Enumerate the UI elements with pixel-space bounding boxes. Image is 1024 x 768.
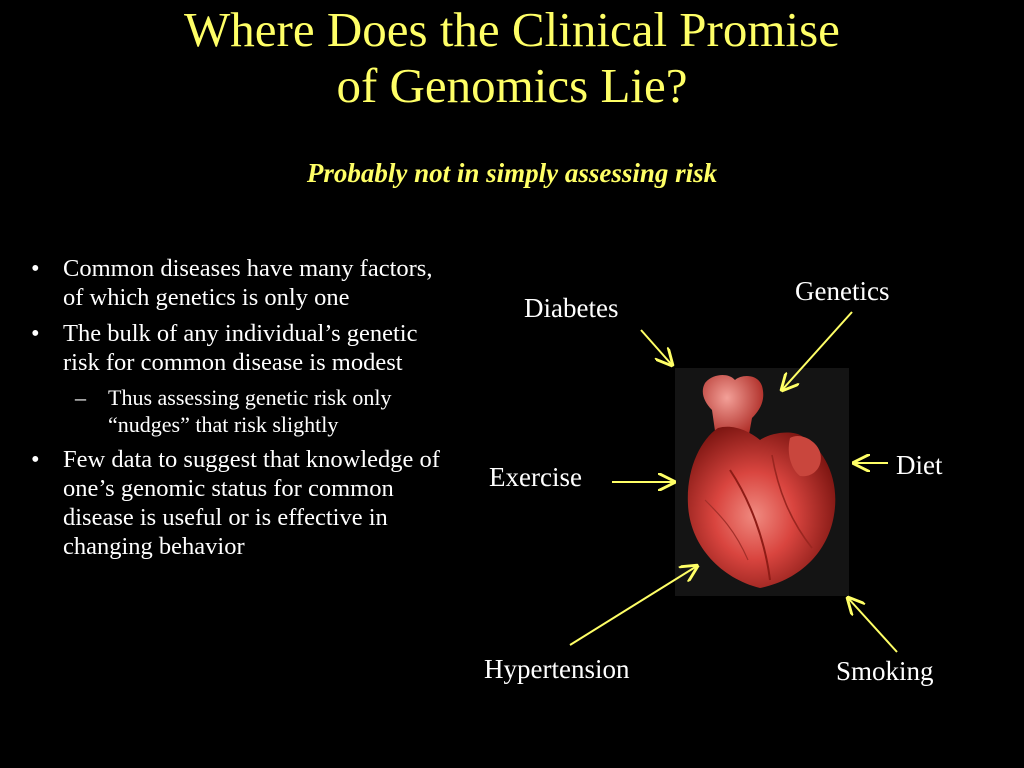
heart-image [675,368,849,596]
bullet-marker: • [31,446,40,473]
bullet-text: Common diseases have many factors, of which genetics is only one [63,255,433,311]
slide-subtitle: Probably not in simply assessing risk [306,158,718,188]
title-line-2: of Genomics Lie? [336,58,688,113]
bullet-marker: • [31,320,40,347]
bullet-text: The bulk of any individual’s genetic risk for common disease is modest [63,320,418,376]
bullet-text: Few data to suggest that knowledge of one’s genomic status for common disease is useful or is effective in changing behavior [63,446,440,560]
label-exercise: Exercise [489,462,582,492]
smoking-arrow [848,598,897,652]
diabetes-arrow [641,330,672,365]
label-smoking: Smoking [836,656,934,686]
hypertension-arrow [570,566,697,645]
label-hypertension: Hypertension [484,654,630,684]
sub-bullet-marker: – [75,385,86,410]
label-diet: Diet [896,450,943,480]
sub-bullet-text: Thus assessing genetic risk only “nudges” that risk slightly [108,385,392,437]
bullet-marker: • [31,255,40,282]
label-diabetes: Diabetes [524,293,619,323]
title-line-1: Where Does the Clinical Promise [184,2,840,57]
label-genetics: Genetics [795,276,890,306]
